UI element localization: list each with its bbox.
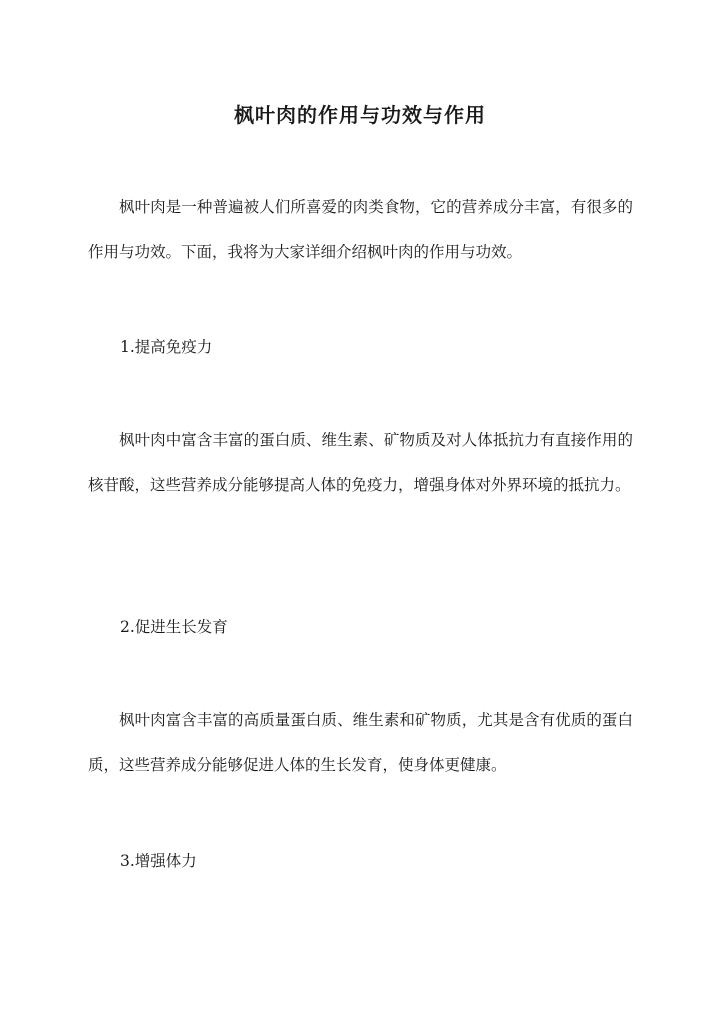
section-body-growth: 枫叶肉富含丰富的高质量蛋白质、维生素和矿物质，尤其是含有优质的蛋白质，这些营养成分能够促进人体的生长发育，使身体更健康。 [88, 711, 633, 774]
section-body-immunity: 枫叶肉中富含丰富的蛋白质、维生素、矿物质及对人体抵抗力有直接作用的核苷酸，这些营养成分能够提高人体的免疫力，增强身体对外界环境的抵抗力。 [88, 431, 633, 494]
section-heading-growth: 2.促进生长发育 [120, 618, 228, 636]
document-title: 枫叶肉的作用与功效与作用 [234, 103, 486, 128]
section-heading-stamina: 3.增强体力 [120, 852, 197, 870]
intro-paragraph: 枫叶肉是一种普遍被人们所喜爱的肉类食物，它的营养成分丰富，有很多的作用与功效。下面，我将为大家详细介绍枫叶肉的作用与功效。 [88, 198, 633, 261]
section-heading-immunity: 1.提高免疫力 [120, 338, 213, 356]
